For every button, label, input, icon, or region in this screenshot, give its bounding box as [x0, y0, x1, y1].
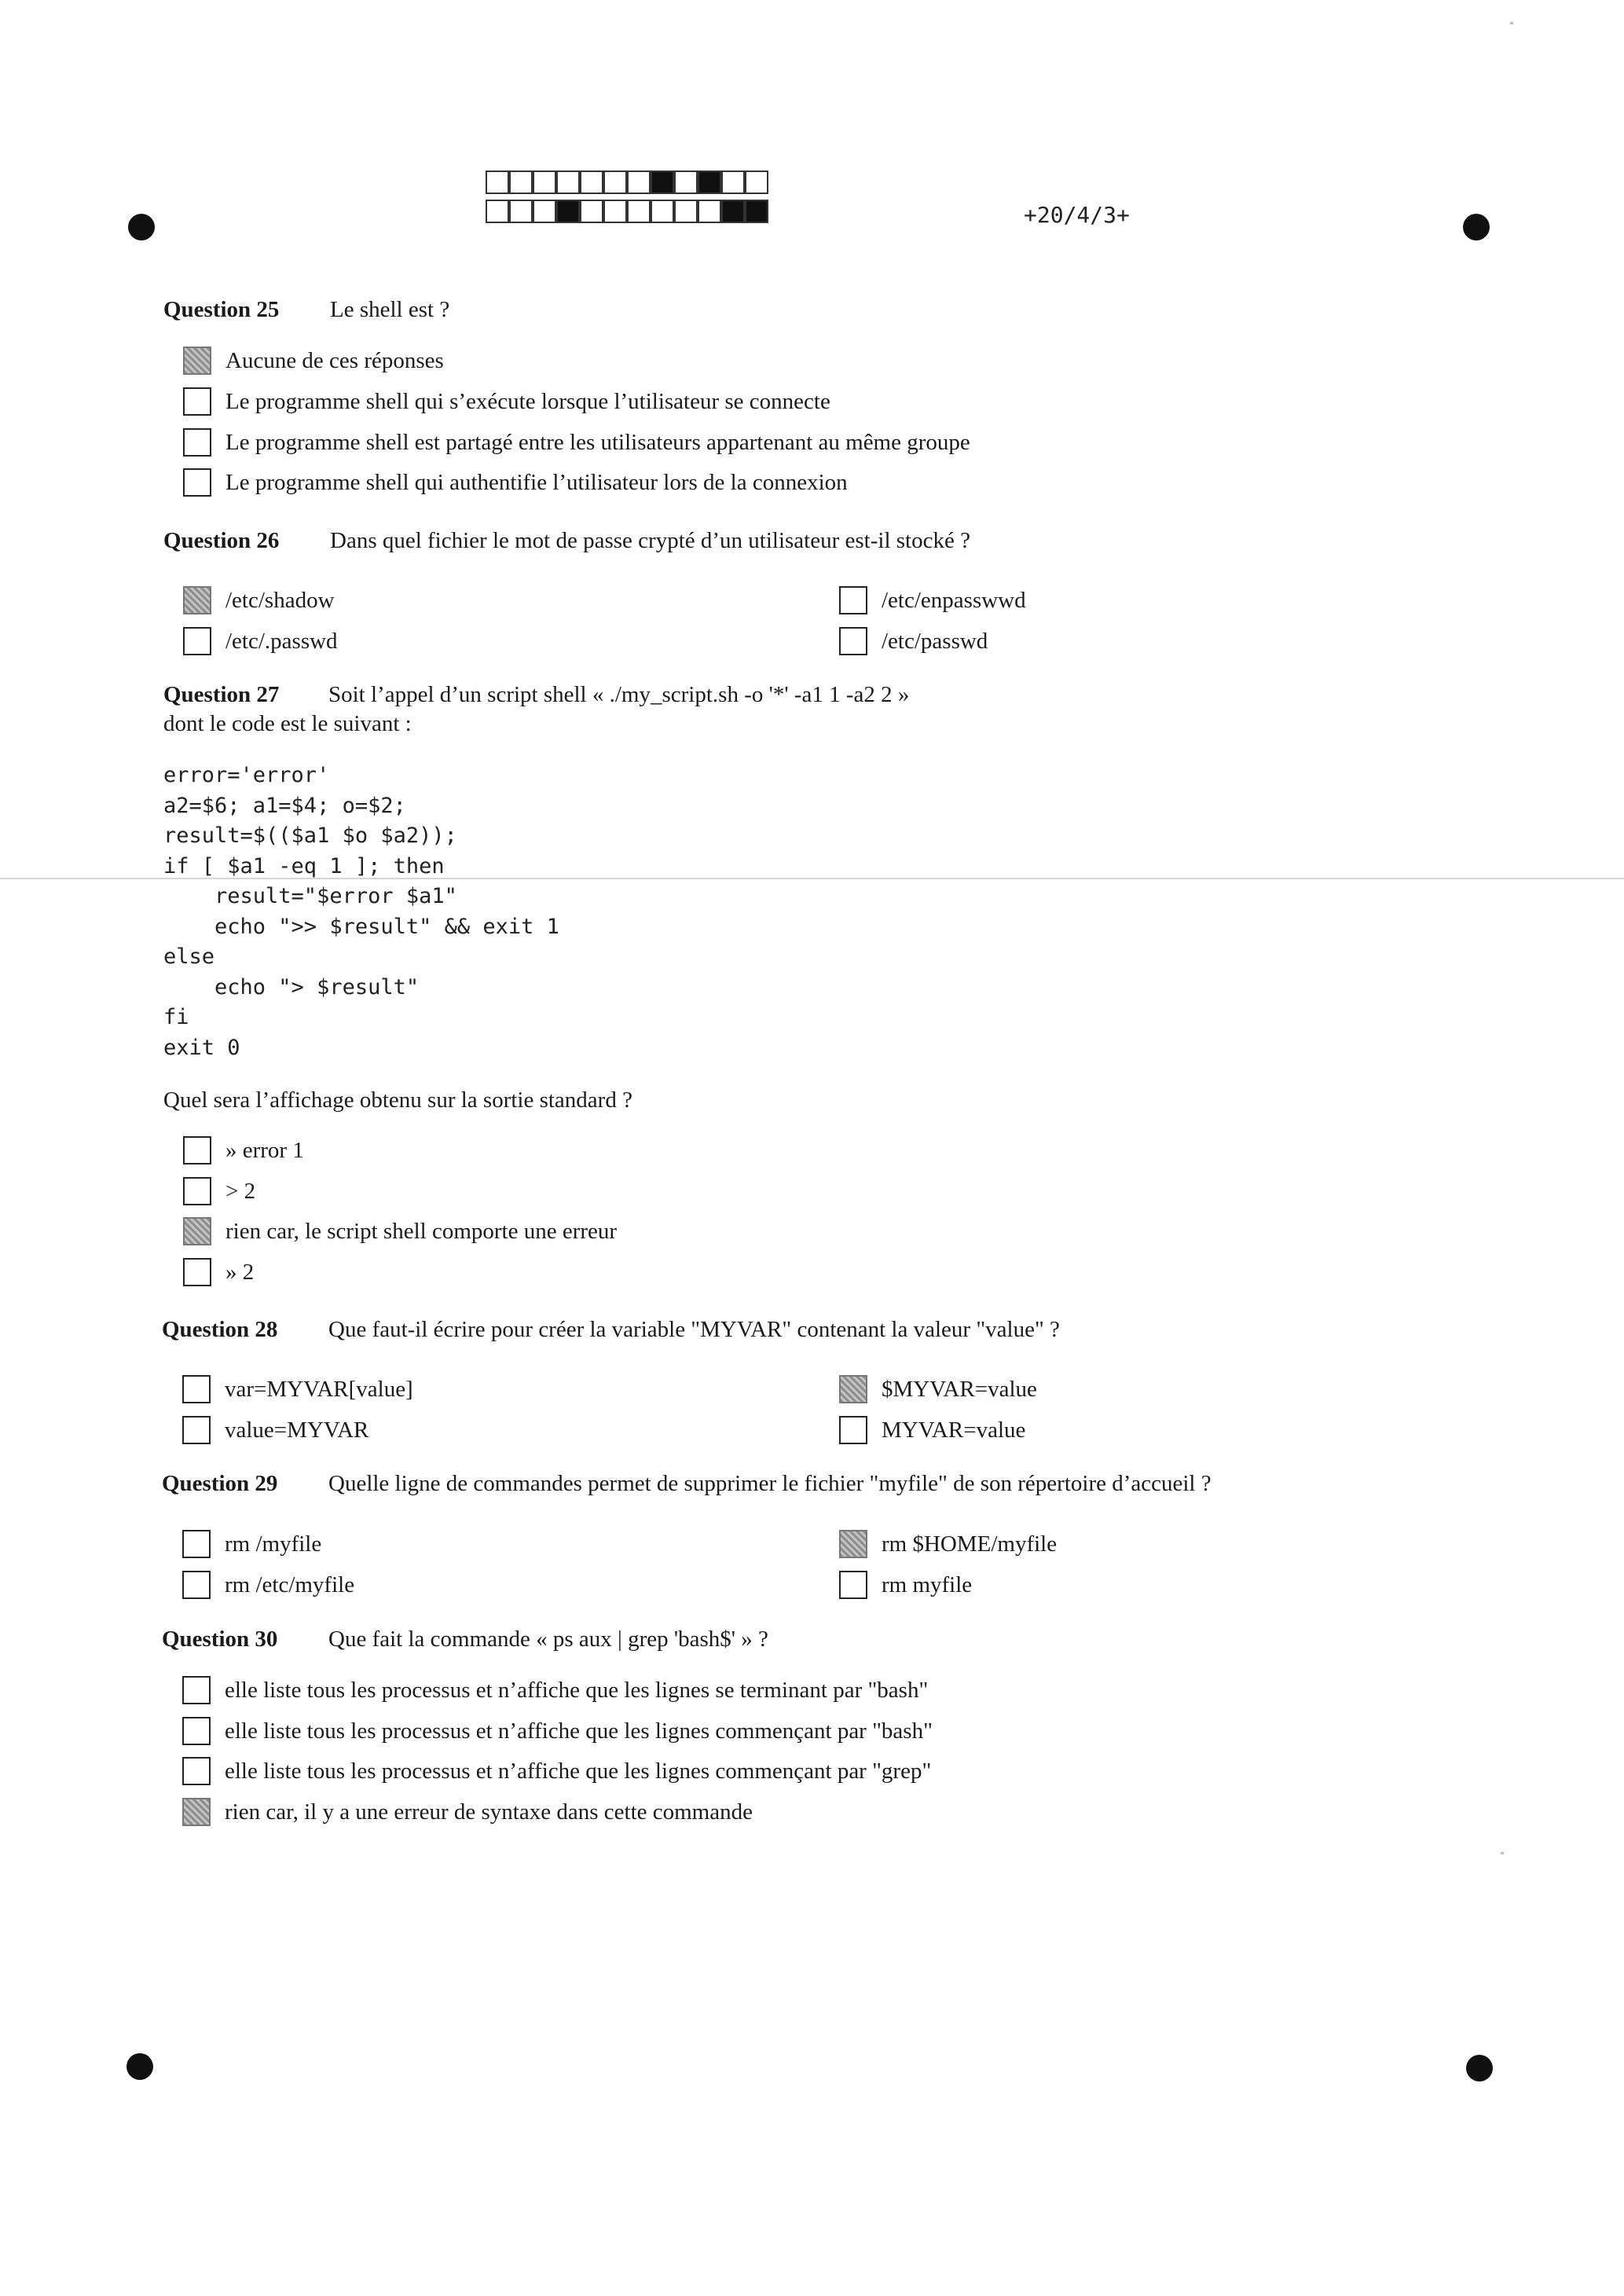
- option-label: /etc/.passwd: [225, 628, 338, 654]
- question-text: Dans quel fichier le mot de passe crypté d’un utilisateur est-il stocké ?: [330, 528, 970, 553]
- id-box: [486, 200, 509, 223]
- id-box: [580, 171, 603, 194]
- checkbox[interactable]: [183, 387, 211, 416]
- question-29-header: [162, 1471, 1212, 1497]
- option-label: rm myfile: [882, 1572, 973, 1597]
- id-box: [533, 200, 556, 223]
- checkbox[interactable]: [182, 1717, 211, 1745]
- question-30-header: [162, 1627, 768, 1652]
- registration-mark-top-right: [1463, 214, 1490, 240]
- q30-option-1[interactable]: [182, 1676, 928, 1704]
- id-box: [603, 171, 627, 194]
- q29-option-1[interactable]: [182, 1530, 321, 1558]
- id-box: [674, 200, 698, 223]
- id-boxes-row-1: [486, 171, 768, 194]
- option-label: elle liste tous les processus et n’affiche que les lignes commençant par "grep": [225, 1758, 932, 1784]
- checkbox[interactable]: [182, 1676, 211, 1704]
- q30-option-3[interactable]: [182, 1757, 931, 1785]
- checkbox-checked[interactable]: [183, 586, 211, 614]
- option-label: MYVAR=value: [882, 1417, 1026, 1443]
- id-box-filled: [698, 171, 721, 194]
- question-number: Question 25: [163, 297, 280, 322]
- id-box: [509, 200, 533, 223]
- option-label: /etc/shadow: [225, 587, 335, 613]
- option-label: elle liste tous les processus et n’affiche que les lignes se terminant par "bash": [225, 1677, 929, 1703]
- checkbox[interactable]: [183, 1177, 211, 1205]
- id-box: [627, 171, 651, 194]
- checkbox[interactable]: [839, 1416, 867, 1444]
- question-text: Soit l’appel d’un script shell « ./my_script.sh -o '*' -a1 1 -a2 2 »: [328, 682, 910, 707]
- question-text: Que fait la commande « ps aux | grep 'bash$' » ?: [328, 1627, 768, 1652]
- question-text: Que faut-il écrire pour créer la variable "MYVAR" contenant la valeur "value" ?: [328, 1317, 1060, 1342]
- checkbox[interactable]: [839, 1571, 867, 1599]
- q27-option-3[interactable]: [183, 1217, 617, 1245]
- q25-option-3[interactable]: [183, 428, 970, 457]
- id-box-filled: [745, 200, 768, 223]
- option-label: elle liste tous les processus et n’affiche que les lignes commençant par "bash": [225, 1718, 933, 1744]
- option-label: Le programme shell qui authentifie l’utilisateur lors de la connexion: [225, 469, 848, 495]
- q28-option-3[interactable]: [182, 1416, 368, 1444]
- q29-option-3[interactable]: [182, 1571, 354, 1599]
- question-27-continuation: dont le code est le suivant :: [163, 711, 412, 736]
- question-text: Le shell est ?: [330, 297, 450, 322]
- option-label: $MYVAR=value: [882, 1376, 1037, 1402]
- checkbox[interactable]: [183, 1136, 211, 1165]
- question-27-prompt: Quel sera l’affichage obtenu sur la sortie standard ?: [163, 1087, 632, 1113]
- option-label: var=MYVAR[value]: [225, 1376, 413, 1402]
- id-box: [674, 171, 698, 194]
- registration-mark-top-left: [128, 214, 155, 240]
- q28-option-2[interactable]: [839, 1375, 1037, 1403]
- q27-option-4[interactable]: [183, 1258, 254, 1286]
- option-label: Le programme shell est partagé entre les utilisateurs appartenant au même groupe: [225, 429, 970, 455]
- checkbox-checked[interactable]: [183, 347, 211, 375]
- q30-option-2[interactable]: [182, 1717, 933, 1745]
- q29-option-4[interactable]: [839, 1571, 972, 1599]
- checkbox[interactable]: [839, 586, 867, 614]
- id-box-filled: [556, 200, 580, 223]
- checkbox[interactable]: [182, 1375, 211, 1403]
- registration-mark-bottom-right: [1466, 2055, 1493, 2081]
- option-label: rm $HOME/myfile: [882, 1531, 1058, 1557]
- q28-option-1[interactable]: [182, 1375, 413, 1403]
- q25-option-1[interactable]: [183, 347, 444, 375]
- shell-script-code: error='error' a2=$6; a1=$4; o=$2; result=$(($a1 $o $a2)); if [ $a1 -eq 1 ]; then result="$error $a1" echo ">> $result" && exit 1 else echo "> $result" fi exit 0: [163, 763, 559, 1060]
- checkbox[interactable]: [182, 1530, 211, 1558]
- question-28-header: [162, 1317, 1060, 1343]
- question-27-header: [163, 682, 909, 708]
- checkbox[interactable]: [182, 1757, 211, 1785]
- id-box: [509, 171, 533, 194]
- id-box: [745, 171, 768, 194]
- question-number: Question 27: [163, 682, 280, 707]
- question-number: Question 29: [162, 1471, 278, 1496]
- q26-option-4[interactable]: [839, 627, 988, 655]
- q25-option-4[interactable]: [183, 468, 848, 497]
- option-label: value=MYVAR: [225, 1417, 369, 1443]
- question-number: Question 30: [162, 1627, 278, 1652]
- q27-option-1[interactable]: [183, 1136, 304, 1165]
- checkbox-checked[interactable]: [839, 1375, 867, 1403]
- option-label: rien car, il y a une erreur de syntaxe dans cette commande: [225, 1799, 753, 1825]
- checkbox[interactable]: [839, 627, 867, 655]
- id-boxes-row-2: [486, 200, 768, 223]
- registration-mark-bottom-left: [126, 2053, 153, 2080]
- id-box: [721, 171, 745, 194]
- q27-option-2[interactable]: [183, 1177, 255, 1205]
- q26-option-1[interactable]: [183, 586, 335, 614]
- option-label: rien car, le script shell comporte une erreur: [225, 1218, 618, 1244]
- id-box-filled: [651, 171, 674, 194]
- option-label: Le programme shell qui s’exécute lorsque l’utilisateur se connecte: [225, 388, 830, 414]
- id-box: [651, 200, 674, 223]
- checkbox[interactable]: [182, 1416, 211, 1444]
- option-label: /etc/passwd: [882, 628, 988, 654]
- question-number: Question 28: [162, 1317, 278, 1342]
- question-text: Quelle ligne de commandes permet de supprimer le fichier "myfile" de son répertoire d’accueil ?: [328, 1471, 1212, 1496]
- id-box: [580, 200, 603, 223]
- question-26-header: [163, 528, 970, 554]
- option-label: Aucune de ces réponses: [225, 347, 444, 373]
- id-box: [556, 171, 580, 194]
- q26-option-2[interactable]: [839, 586, 1026, 614]
- option-label: » 2: [225, 1259, 255, 1285]
- option-label: > 2: [225, 1178, 256, 1204]
- checkbox[interactable]: [183, 468, 211, 497]
- scan-speck: [1501, 1852, 1504, 1854]
- checkbox[interactable]: [183, 428, 211, 457]
- option-label: rm /etc/myfile: [225, 1572, 355, 1597]
- option-label: » error 1: [225, 1137, 304, 1163]
- question-number: Question 26: [163, 528, 280, 553]
- id-box: [627, 200, 651, 223]
- id-box: [698, 200, 721, 223]
- id-box: [603, 200, 627, 223]
- id-box: [533, 171, 556, 194]
- checkbox-checked[interactable]: [182, 1798, 211, 1826]
- page-id: +20/4/3+: [1024, 202, 1130, 228]
- q28-option-4[interactable]: [839, 1416, 1025, 1444]
- id-box: [486, 171, 509, 194]
- checkbox[interactable]: [183, 627, 211, 655]
- q25-option-2[interactable]: [183, 387, 830, 416]
- checkbox[interactable]: [183, 1258, 211, 1286]
- scan-speck: [1510, 22, 1513, 24]
- id-box-filled: [721, 200, 745, 223]
- question-25-header: [163, 297, 449, 323]
- checkbox-checked[interactable]: [839, 1530, 867, 1558]
- checkbox[interactable]: [182, 1571, 211, 1599]
- option-label: rm /myfile: [225, 1531, 322, 1557]
- q26-option-3[interactable]: [183, 627, 338, 655]
- q29-option-2[interactable]: [839, 1530, 1057, 1558]
- q30-option-4[interactable]: [182, 1798, 753, 1826]
- option-label: /etc/enpasswwd: [882, 587, 1026, 613]
- checkbox-checked[interactable]: [183, 1217, 211, 1245]
